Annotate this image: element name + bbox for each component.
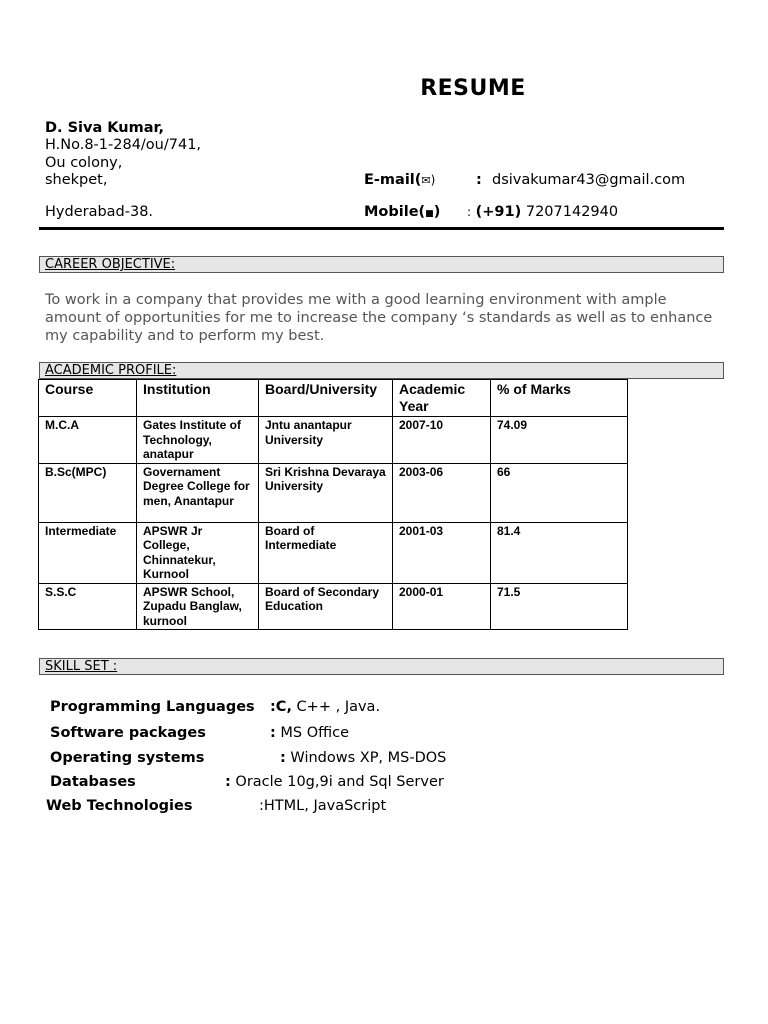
table-cell: Jntu anantapur University [259,417,393,464]
table-cell: Gates Institute of Technology, anatapur [137,417,259,464]
table-cell: Intermediate [39,522,137,583]
address-line: shekpet, [45,172,108,188]
phone-icon: ■ [425,209,434,219]
table-cell: 66 [491,463,628,522]
address-line: H.No.8-1-284/ou/741, [45,137,202,153]
table-cell: S.S.C [39,583,137,630]
resume-title: RESUME [420,76,526,101]
email-label: E-mail(✉) [364,172,436,188]
table-row [39,583,628,630]
table-cell: 2000-01 [393,583,491,630]
address-line: Hyderabad-38. [45,204,154,220]
column-header: Institution [137,380,259,417]
mobile-label: Mobile(■) [364,204,441,220]
skill-label: Programming Languages [50,699,255,715]
header-divider [39,227,724,230]
envelope-icon: ✉ [421,174,431,187]
table-cell: 74.09 [491,417,628,464]
career-objective-heading: CAREER OBJECTIVE: [39,256,724,273]
address-line: Ou colony, [45,155,123,171]
mobile-value: : (+91) 7207142940 [467,204,619,220]
table-row [39,522,628,583]
skill-value: : Windows XP, MS-DOS [280,750,447,766]
table-cell: Board of Intermediate [259,522,393,583]
column-header: Course [39,380,137,417]
candidate-name: D. Siva Kumar, [45,120,165,136]
skill-value: :HTML, JavaScript [259,798,387,814]
email-separator: : [476,172,482,188]
table-row [39,463,628,522]
table-cell: 71.5 [491,583,628,630]
table-cell: 2003-06 [393,463,491,522]
table-cell: 2007-10 [393,417,491,464]
email-value[interactable]: dsivakumar43@gmail.com [492,172,686,188]
table-cell: APSWR School, Zupadu Banglaw, kurnool [137,583,259,630]
table-row [39,417,628,464]
skill-set-heading: SKILL SET : [39,658,724,675]
skill-value: :C, C++ , Java. [270,699,381,715]
skill-value: : MS Office [270,725,350,741]
table-cell: Governament Degree College for men, Anantapur [137,463,259,522]
table-cell: Sri Krishna Devaraya University [259,463,393,522]
academic-profile-heading: ACADEMIC PROFILE: [39,362,724,379]
table-cell: Board of Secondary Education [259,583,393,630]
table-header-row [39,380,628,417]
column-header: Board/University [259,380,393,417]
skill-label: Databases [50,774,136,790]
table-cell: APSWR Jr College, Chinnatekur, Kurnool [137,522,259,583]
academic-table [38,379,628,630]
skill-value: : Oracle 10g,9i and Sql Server [225,774,444,790]
column-header: % of Marks [491,380,628,417]
career-objective-text: To work in a company that provides me with a good learning environment with ample amount of opportunities for me to increase the company ‘s standards as well as to enhance my capability and to perform my best. [45,292,713,344]
skill-label: Software packages [50,725,206,741]
table-cell: M.C.A [39,417,137,464]
table-cell: B.Sc(MPC) [39,463,137,522]
column-header: Academic Year [393,380,491,417]
table-cell: 81.4 [491,522,628,583]
table-cell: 2001-03 [393,522,491,583]
skill-label: Web Technologies [46,798,193,814]
skill-label: Operating systems [50,750,205,766]
